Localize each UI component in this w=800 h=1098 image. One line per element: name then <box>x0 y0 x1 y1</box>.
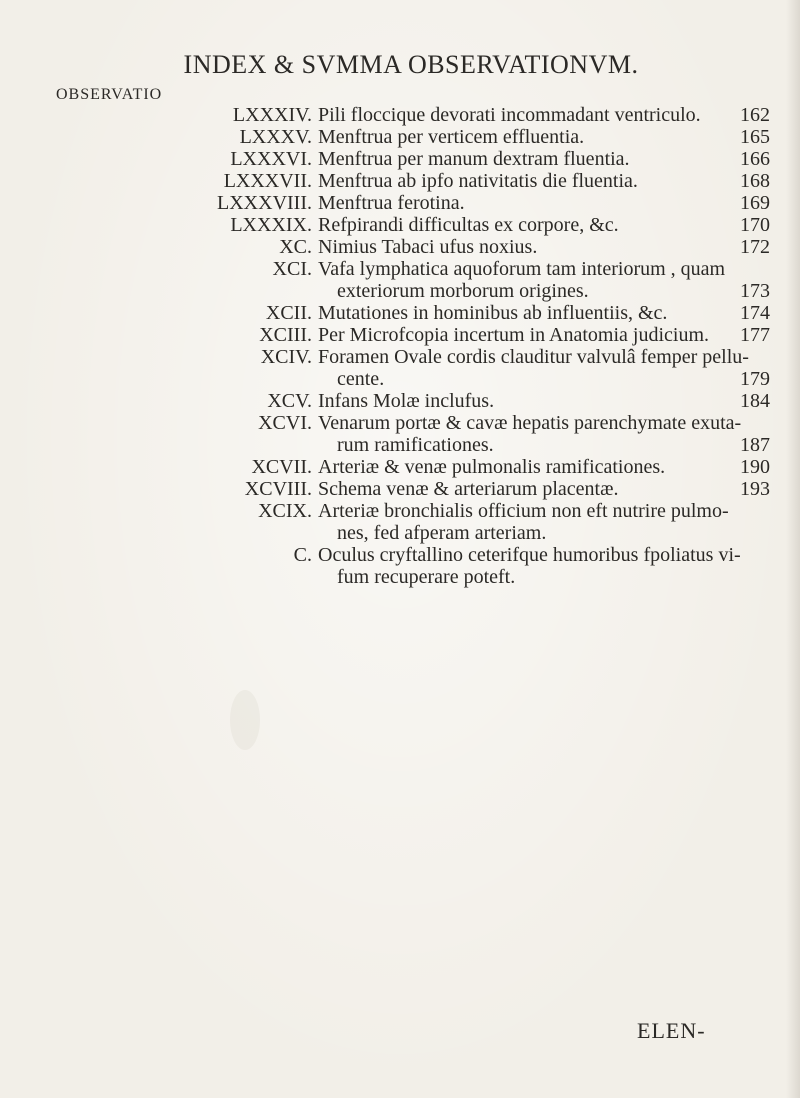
index-entry <box>0 126 800 148</box>
index-entry <box>0 412 800 456</box>
entry-line <box>318 148 770 170</box>
entry-line <box>318 104 770 126</box>
entry-text: cente. <box>337 368 385 390</box>
entry-text: Arteriæ bronchialis officium non eft nutrire pulmo- <box>318 500 729 522</box>
page-title: INDEX & SVMMA OBSERVATIONVM. <box>183 50 639 79</box>
index-entry <box>0 258 800 302</box>
index-entry <box>0 302 800 324</box>
index-entry <box>0 104 800 126</box>
catchword: ELEN- <box>637 1018 706 1043</box>
entry-text: Menftrua ab ipfo nativitatis die fluentia. <box>318 170 638 192</box>
entry-numeral: LXXXIV. <box>232 104 312 126</box>
entry-text: Refpirandi difficultas ex corpore, &c. <box>318 214 619 236</box>
entry-text: Menftrua ferotina. <box>318 192 465 214</box>
entry-page-number: 165 <box>740 126 770 148</box>
entry-line <box>318 192 770 214</box>
entry-text: Menftrua per manum dextram fluentia. <box>318 148 630 170</box>
entry-numeral: XCVI. <box>258 412 312 434</box>
index-entry <box>0 456 800 478</box>
entry-numeral: LXXXIX. <box>230 214 312 236</box>
entry-text: rum ramificationes. <box>337 434 494 456</box>
index-entry <box>0 192 800 214</box>
entry-numeral: XCIII. <box>259 324 312 346</box>
entry-text: Per Microfcopia incertum in Anatomia judicium. <box>318 324 710 346</box>
entry-page-number: 174 <box>740 302 770 324</box>
entry-page-number: 166 <box>740 148 770 170</box>
entry-page-number: 193 <box>740 478 770 500</box>
index-entries <box>0 104 800 588</box>
index-entry <box>0 390 800 412</box>
entry-page-number: 190 <box>740 456 770 478</box>
entry-text: nes, fed afperam arteriam. <box>337 522 547 544</box>
entry-line <box>318 390 770 412</box>
entry-continuation-line <box>337 522 770 544</box>
entry-text: Oculus cryftallino ceterifque humoribus fpoliatus vi- <box>318 544 741 566</box>
entry-line <box>318 544 770 566</box>
entry-page-number: 184 <box>740 390 770 412</box>
entry-numeral: XCI. <box>272 258 312 280</box>
entry-line <box>318 214 770 236</box>
column-heading: OBSERVATIO <box>56 86 163 103</box>
entry-continuation-line <box>337 566 770 588</box>
entry-numeral: C. <box>293 544 312 566</box>
entry-page-number: 172 <box>740 236 770 258</box>
entry-numeral: XC. <box>279 236 312 258</box>
entry-text: fum recuperare poteft. <box>337 566 516 588</box>
entry-line <box>318 236 770 258</box>
entry-numeral: LXXXVII. <box>223 170 312 192</box>
index-entry <box>0 236 800 258</box>
index-entry <box>0 148 800 170</box>
index-entry <box>0 324 800 346</box>
entry-numeral: XCV. <box>267 390 312 412</box>
index-entry <box>0 544 800 588</box>
entry-text: Mutationes in hominibus ab influentiis, &c. <box>318 302 668 324</box>
entry-text: Vafa lymphatica aquoforum tam interiorum , quam <box>318 258 726 280</box>
entry-numeral: LXXXVIII. <box>217 192 312 214</box>
entry-line <box>318 324 770 346</box>
entry-continuation-line <box>337 280 770 302</box>
entry-text: Infans Molæ inclufus. <box>318 390 495 412</box>
entry-text: Venarum portæ & cavæ hepatis parenchymate exuta- <box>318 412 742 434</box>
entry-text: Arteriæ & venæ pulmonalis ramificationes. <box>318 456 666 478</box>
entry-line <box>318 126 770 148</box>
entry-line <box>318 170 770 192</box>
entry-text: Foramen Ovale cordis clauditur valvulâ femper pellu- <box>318 346 749 368</box>
entry-page-number: 170 <box>740 214 770 236</box>
entry-line <box>318 412 770 434</box>
entry-numeral: XCII. <box>265 302 312 324</box>
entry-text: Menftrua per verticem effluentia. <box>318 126 585 148</box>
entry-text: Nimius Tabaci ufus noxius. <box>318 236 538 258</box>
index-entry <box>0 170 800 192</box>
entry-line <box>318 346 770 368</box>
entry-numeral: LXXXVI. <box>230 148 312 170</box>
entry-page-number: 173 <box>740 280 770 302</box>
index-entry <box>0 346 800 390</box>
index-entry <box>0 214 800 236</box>
entry-numeral: XCVIII. <box>244 478 312 500</box>
entry-page-number: 169 <box>740 192 770 214</box>
entry-line <box>318 478 770 500</box>
paper-stain <box>230 690 260 750</box>
entry-numeral: XCIX. <box>258 500 312 522</box>
entry-page-number: 179 <box>740 368 770 390</box>
entry-line <box>318 258 770 280</box>
entry-page-number: 162 <box>740 104 770 126</box>
entry-numeral: XCIV. <box>260 346 312 368</box>
entry-line <box>318 302 770 324</box>
entry-page-number: 187 <box>740 434 770 456</box>
index-entry <box>0 500 800 544</box>
entry-line <box>318 500 770 522</box>
entry-text: Schema venæ & arteriarum placentæ. <box>318 478 619 500</box>
entry-numeral: LXXXV. <box>239 126 312 148</box>
entry-page-number: 168 <box>740 170 770 192</box>
entry-continuation-line <box>337 434 770 456</box>
entry-numeral: XCVII. <box>251 456 312 478</box>
entry-continuation-line <box>337 368 770 390</box>
entry-text: exteriorum morborum origines. <box>337 280 589 302</box>
entry-page-number: 177 <box>740 324 770 346</box>
entry-line <box>318 456 770 478</box>
index-entry <box>0 478 800 500</box>
entry-text: Pili floccique devorati incommadant ventriculo. <box>318 104 701 126</box>
